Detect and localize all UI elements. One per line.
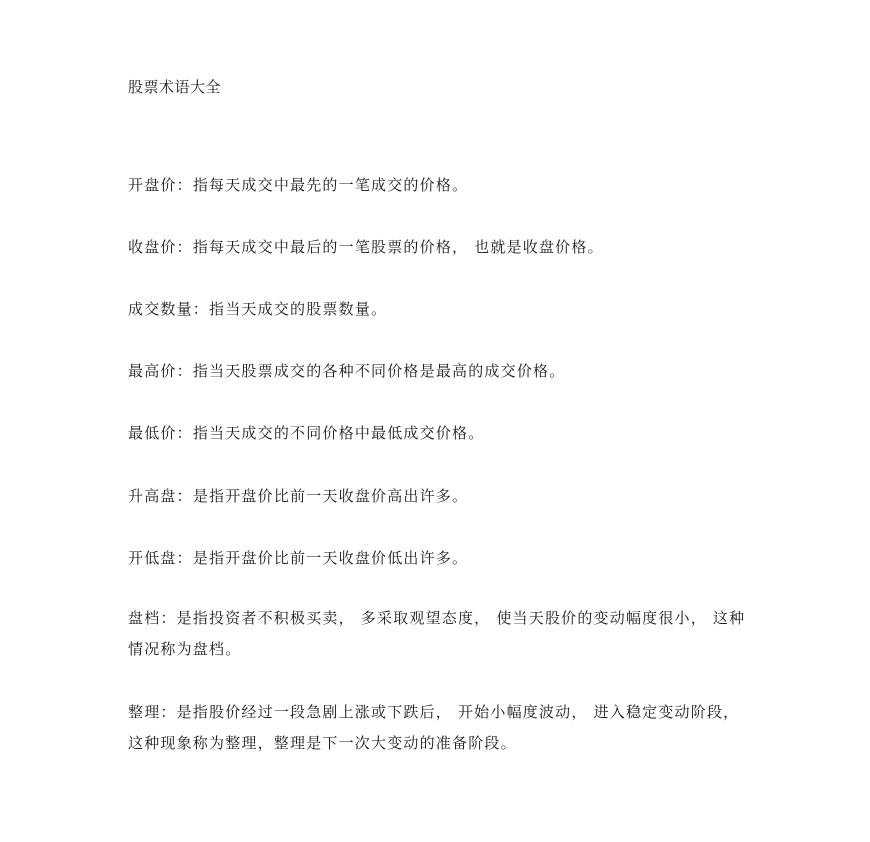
term-definition: 是指投资者不积极买卖， 多采取观望态度， 使当天股价的变动幅度很小， 这种情况称为盘档。 <box>128 609 746 658</box>
term-definition: 指每天成交中最后的一笔股票的价格， 也就是收盘价格。 <box>192 238 604 256</box>
term-label: 最低价： <box>128 424 193 442</box>
term-definition: 指当天成交的不同价格中最低成交价格。 <box>192 424 485 442</box>
term-definition: 指每天成交中最先的一笔成交的价格。 <box>192 176 469 194</box>
term-label: 最高价： <box>128 362 193 380</box>
term-entry-gap-down <box>128 543 753 574</box>
term-label: 收盘价： <box>128 238 193 256</box>
term-label: 成交数量： <box>128 300 210 318</box>
term-label: 整理： <box>128 703 177 721</box>
term-definition: 是指开盘价比前一天收盘价低出许多。 <box>192 549 469 567</box>
term-entry-gap-up <box>128 481 753 512</box>
term-label: 升高盘： <box>128 487 193 505</box>
term-label: 盘档： <box>128 609 177 627</box>
term-entry-opening-price <box>128 170 753 201</box>
term-entry-high-price <box>128 356 753 387</box>
term-label: 开盘价： <box>128 176 193 194</box>
term-entry-closing-price <box>128 232 753 263</box>
term-definition: 是指股价经过一段急剧上涨或下跌后， 开始小幅度波动， 进入稳定变动阶段，这种现象称为整理，整理是下一次大变动的准备阶段。 <box>128 703 740 752</box>
term-definition: 指当天成交的股票数量。 <box>209 300 388 318</box>
document-title: 股票术语大全 <box>128 78 222 96</box>
term-entry-flat-market <box>128 603 753 665</box>
term-definition: 是指开盘价比前一天收盘价高出许多。 <box>192 487 469 505</box>
term-entry-low-price <box>128 418 753 449</box>
term-entry-volume <box>128 294 753 325</box>
term-label: 开低盘： <box>128 549 193 567</box>
term-definition: 指当天股票成交的各种不同价格是最高的成交价格。 <box>192 362 566 380</box>
term-entry-consolidation <box>128 697 753 759</box>
